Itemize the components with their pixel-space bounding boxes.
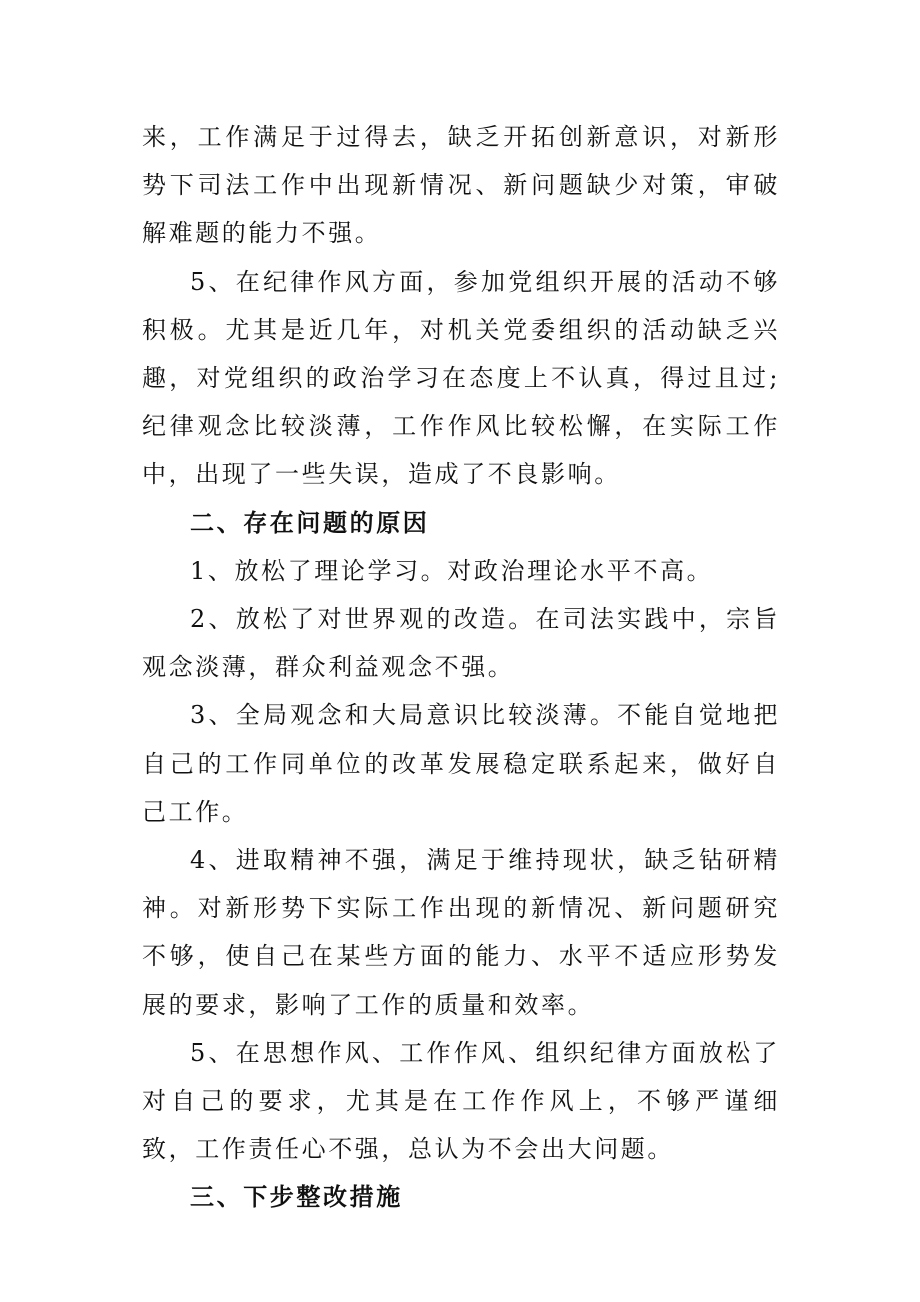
paragraph-cause-4: 4、进取精神不强，满足于维持现状，缺乏钻研精神。对新形势下实际工作出现的新情况、新问题研究不够，使自己在某些方面的能力、水平不适应形势发展的要求，影响了工作的质量和效率。 bbox=[142, 846, 780, 1019]
paragraph-cause-1: 1、放松了理论学习。对政治理论水平不高。 bbox=[190, 556, 714, 585]
paragraph-discipline-style: 5、在纪律作风方面，参加党组织开展的活动不够积极。尤其是近几年，对机关党委组织的活动缺乏兴趣，对党组织的政治学习在态度上不认真，得过且过;纪律观念比较淡薄，工作作风比较松懈，在实际工作中，出现了一些失误，造成了不良影响。 bbox=[142, 267, 780, 489]
paragraph-cause-2: 2、放松了对世界观的改造。在司法实践中，宗旨观念淡薄，群众利益观念不强。 bbox=[142, 605, 780, 682]
section-heading-rectification: 三、下步整改措施 bbox=[190, 1182, 403, 1212]
paragraph-continuation: 来，工作满足于过得去，缺乏开拓创新意识，对新形势下司法工作中出现新情况、新问题缺少对策，审破解难题的能力不强。 bbox=[142, 123, 780, 248]
paragraph-cause-5: 5、在思想作风、工作作风、组织纪律方面放松了对自己的要求，尤其是在工作作风上，不够严谨细致，工作责任心不强，总认为不会出大问题。 bbox=[142, 1038, 780, 1164]
document-page bbox=[142, 113, 780, 1222]
section-heading-causes: 二、存在问题的原因 bbox=[190, 507, 430, 537]
paragraph-cause-3: 3、全局观念和大局意识比较淡薄。不能自觉地把自己的工作同单位的改革发展稳定联系起来，做好自己工作。 bbox=[142, 701, 780, 826]
